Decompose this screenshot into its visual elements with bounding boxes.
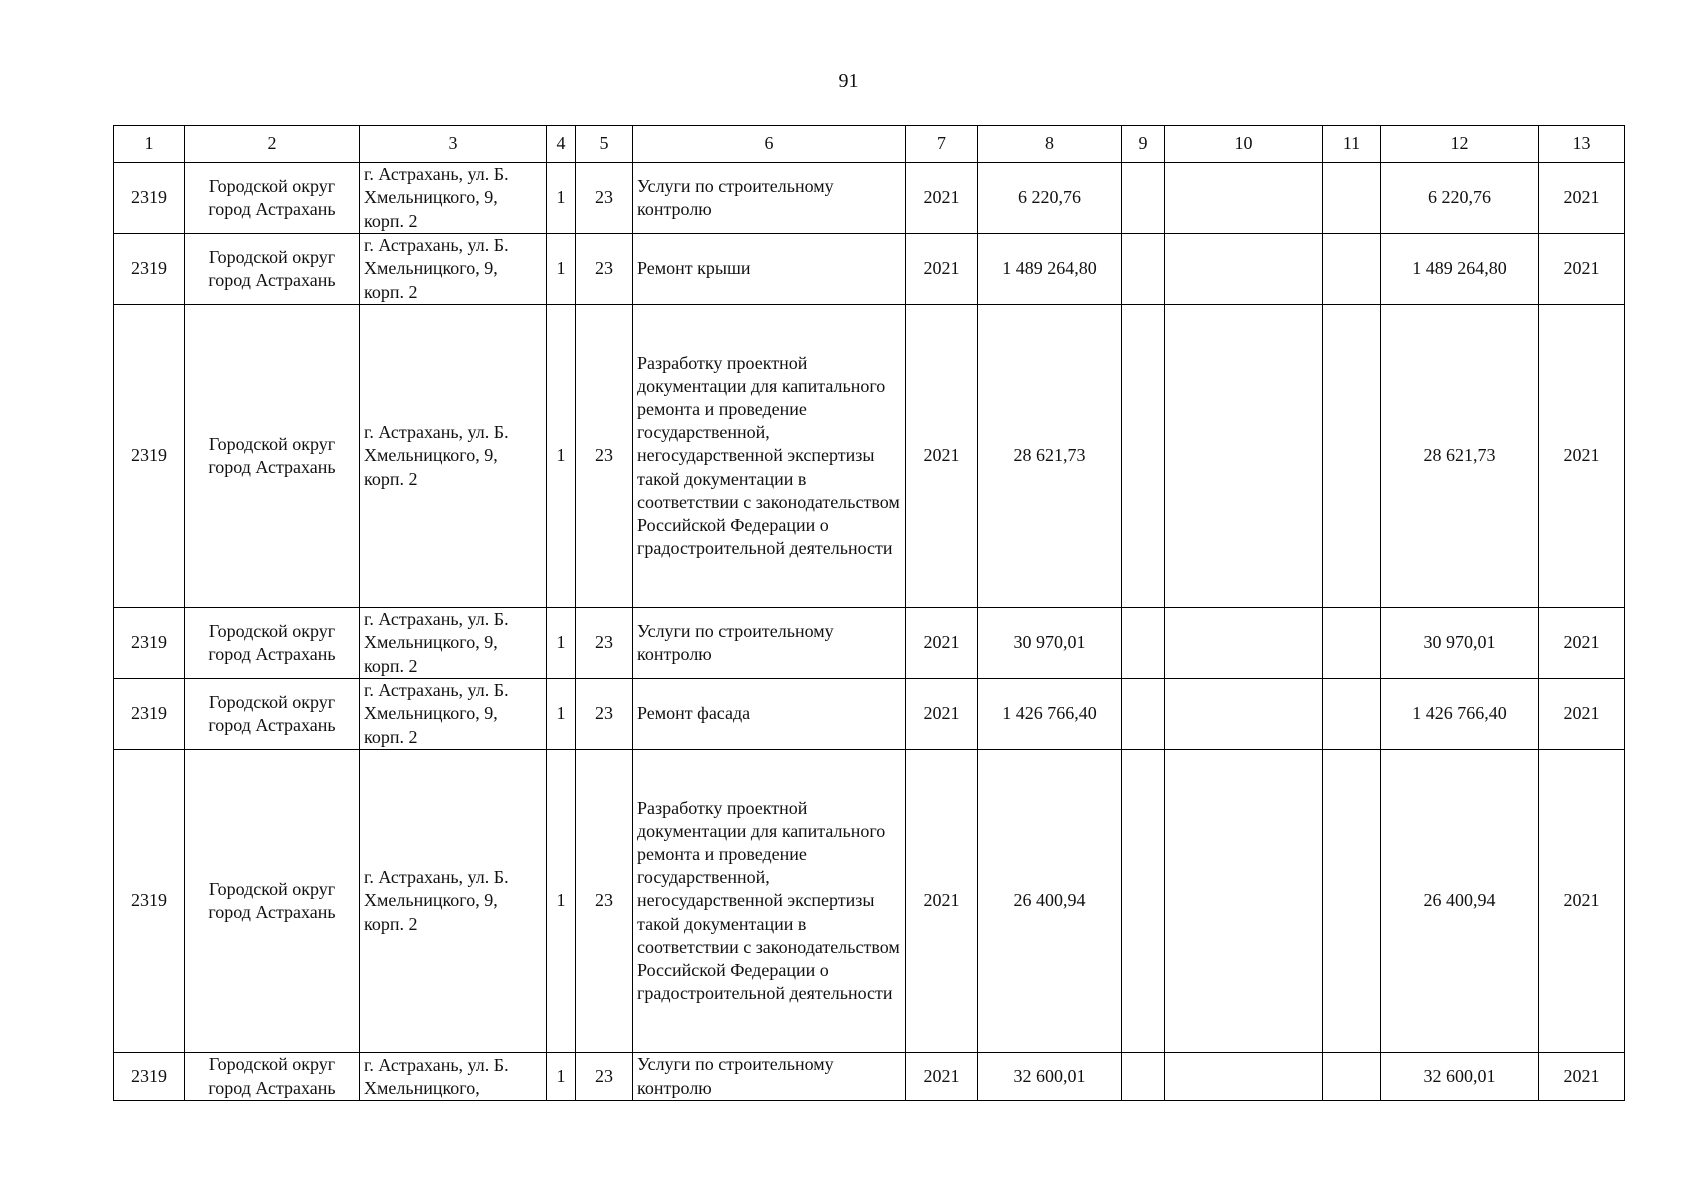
col12-cell: 32 600,01 — [1381, 1053, 1539, 1101]
municipality-cell: Городской округ город Астрахань — [185, 305, 360, 608]
year-cell: 2021 — [906, 679, 978, 750]
header-cell-4: 4 — [547, 126, 576, 163]
col9-cell — [1122, 608, 1165, 679]
cost-cell: 1 426 766,40 — [978, 679, 1122, 750]
year-cell: 2021 — [906, 750, 978, 1053]
col12-cell: 6 220,76 — [1381, 163, 1539, 234]
address-cell: г. Астрахань, ул. Б. Хмельницкого, 9, корп. 2 — [360, 750, 547, 1053]
col13-cell: 2021 — [1539, 305, 1625, 608]
col4-cell: 1 — [547, 234, 576, 305]
col9-cell — [1122, 234, 1165, 305]
row-number-cell: 2319 — [114, 234, 185, 305]
col11-cell — [1323, 234, 1381, 305]
work-type-cell: Ремонт фасада — [633, 679, 906, 750]
cost-cell: 1 489 264,80 — [978, 234, 1122, 305]
table-row — [114, 234, 1625, 305]
address-cell: г. Астрахань, ул. Б. Хмельницкого, 9, корп. 2 — [360, 234, 547, 305]
table-row — [114, 679, 1625, 750]
header-row — [114, 126, 1625, 163]
col9-cell — [1122, 305, 1165, 608]
col4-cell: 1 — [547, 608, 576, 679]
row-number-cell: 2319 — [114, 305, 185, 608]
col5-cell: 23 — [576, 1053, 633, 1101]
col10-cell — [1165, 234, 1323, 305]
col10-cell — [1165, 305, 1323, 608]
col4-cell: 1 — [547, 750, 576, 1053]
year-cell: 2021 — [906, 305, 978, 608]
address-cell — [360, 1053, 547, 1101]
row-number-cell: 2319 — [114, 679, 185, 750]
col13-cell: 2021 — [1539, 679, 1625, 750]
municipality-cell: Городской округ город Астрахань — [185, 234, 360, 305]
header-cell-11: 11 — [1323, 126, 1381, 163]
year-cell: 2021 — [906, 163, 978, 234]
col13-cell: 2021 — [1539, 608, 1625, 679]
col12-cell: 28 621,73 — [1381, 305, 1539, 608]
municipality-cell: Городской округ город Астрахань — [185, 608, 360, 679]
header-cell-6: 6 — [633, 126, 906, 163]
header-cell-12: 12 — [1381, 126, 1539, 163]
col11-cell — [1323, 750, 1381, 1053]
col4-cell: 1 — [547, 305, 576, 608]
work-type-cell: Ремонт крыши — [633, 234, 906, 305]
table-row — [114, 608, 1625, 679]
col4-cell: 1 — [547, 679, 576, 750]
col9-cell — [1122, 163, 1165, 234]
col5-cell: 23 — [576, 305, 633, 608]
col10-cell — [1165, 750, 1323, 1053]
table-row — [114, 750, 1625, 1053]
col4-cell: 1 — [547, 163, 576, 234]
header-cell-3: 3 — [360, 126, 547, 163]
address-cell: г. Астрахань, ул. Б. Хмельницкого, 9, корп. 2 — [360, 608, 547, 679]
col10-cell — [1165, 1053, 1323, 1101]
address-cell: г. Астрахань, ул. Б. Хмельницкого, 9, корп. 2 — [360, 163, 547, 234]
year-cell: 2021 — [906, 608, 978, 679]
header-cell-10: 10 — [1165, 126, 1323, 163]
work-type-cell: Услуги по строительному контролю — [633, 608, 906, 679]
cost-cell: 6 220,76 — [978, 163, 1122, 234]
col11-cell — [1323, 1053, 1381, 1101]
header-cell-8: 8 — [978, 126, 1122, 163]
row-number-cell: 2319 — [114, 750, 185, 1053]
work-type-cell: Разработку проектной документации для капитального ремонта и проведение государственной, негосударственной экспертизы такой документации в соответствии с законодательством Российской Федерации о градостроительной деятельности — [633, 305, 906, 608]
cost-cell: 26 400,94 — [978, 750, 1122, 1053]
table-row — [114, 163, 1625, 234]
header-cell-9: 9 — [1122, 126, 1165, 163]
col10-cell — [1165, 679, 1323, 750]
col10-cell — [1165, 163, 1323, 234]
col5-cell: 23 — [576, 234, 633, 305]
col12-cell: 26 400,94 — [1381, 750, 1539, 1053]
col10-cell — [1165, 608, 1323, 679]
col13-cell: 2021 — [1539, 1053, 1625, 1101]
col5-cell: 23 — [576, 679, 633, 750]
col12-cell: 1 426 766,40 — [1381, 679, 1539, 750]
data-table — [113, 125, 1625, 1101]
row-number-cell: 2319 — [114, 608, 185, 679]
row-number-cell: 2319 — [114, 1053, 185, 1101]
cost-cell: 32 600,01 — [978, 1053, 1122, 1101]
row-number-cell: 2319 — [114, 163, 185, 234]
municipality-cell: Городской округ город Астрахань — [185, 750, 360, 1053]
col5-cell: 23 — [576, 608, 633, 679]
col13-cell: 2021 — [1539, 234, 1625, 305]
address-cell-text: г. Астрахань, ул. Б. Хмельницкого, — [364, 1054, 509, 1098]
municipality-cell: Городской округ город Астрахань — [185, 1053, 360, 1101]
header-cell-1: 1 — [114, 126, 185, 163]
cost-cell: 28 621,73 — [978, 305, 1122, 608]
year-cell: 2021 — [906, 1053, 978, 1101]
col4-cell: 1 — [547, 1053, 576, 1101]
col11-cell — [1323, 608, 1381, 679]
col13-cell: 2021 — [1539, 163, 1625, 234]
municipality-cell: Городской округ город Астрахань — [185, 163, 360, 234]
col5-cell: 23 — [576, 750, 633, 1053]
address-cell: г. Астрахань, ул. Б. Хмельницкого, 9, корп. 2 — [360, 679, 547, 750]
col11-cell — [1323, 305, 1381, 608]
col9-cell — [1122, 679, 1165, 750]
col9-cell — [1122, 1053, 1165, 1101]
municipality-cell: Городской округ город Астрахань — [185, 679, 360, 750]
header-cell-13: 13 — [1539, 126, 1625, 163]
col13-cell: 2021 — [1539, 750, 1625, 1053]
header-cell-7: 7 — [906, 126, 978, 163]
page-number: 91 — [838, 70, 859, 92]
year-cell: 2021 — [906, 234, 978, 305]
col12-cell: 30 970,01 — [1381, 608, 1539, 679]
work-type-cell: Услуги по строительному контролю — [633, 163, 906, 234]
header-cell-5: 5 — [576, 126, 633, 163]
col11-cell — [1323, 163, 1381, 234]
work-type-cell: Разработку проектной документации для капитального ремонта и проведение государственной, негосударственной экспертизы такой документации в соответствии с законодательством Российской Федерации о градостроительной деятельности — [633, 750, 906, 1053]
table-row — [114, 305, 1625, 608]
table-row — [114, 1053, 1625, 1101]
col12-cell: 1 489 264,80 — [1381, 234, 1539, 305]
col5-cell: 23 — [576, 163, 633, 234]
cost-cell: 30 970,01 — [978, 608, 1122, 679]
header-cell-2: 2 — [185, 126, 360, 163]
col9-cell — [1122, 750, 1165, 1053]
address-cell: г. Астрахань, ул. Б. Хмельницкого, 9, корп. 2 — [360, 305, 547, 608]
work-type-cell: Услуги по строительному контролю — [633, 1053, 906, 1101]
col11-cell — [1323, 679, 1381, 750]
